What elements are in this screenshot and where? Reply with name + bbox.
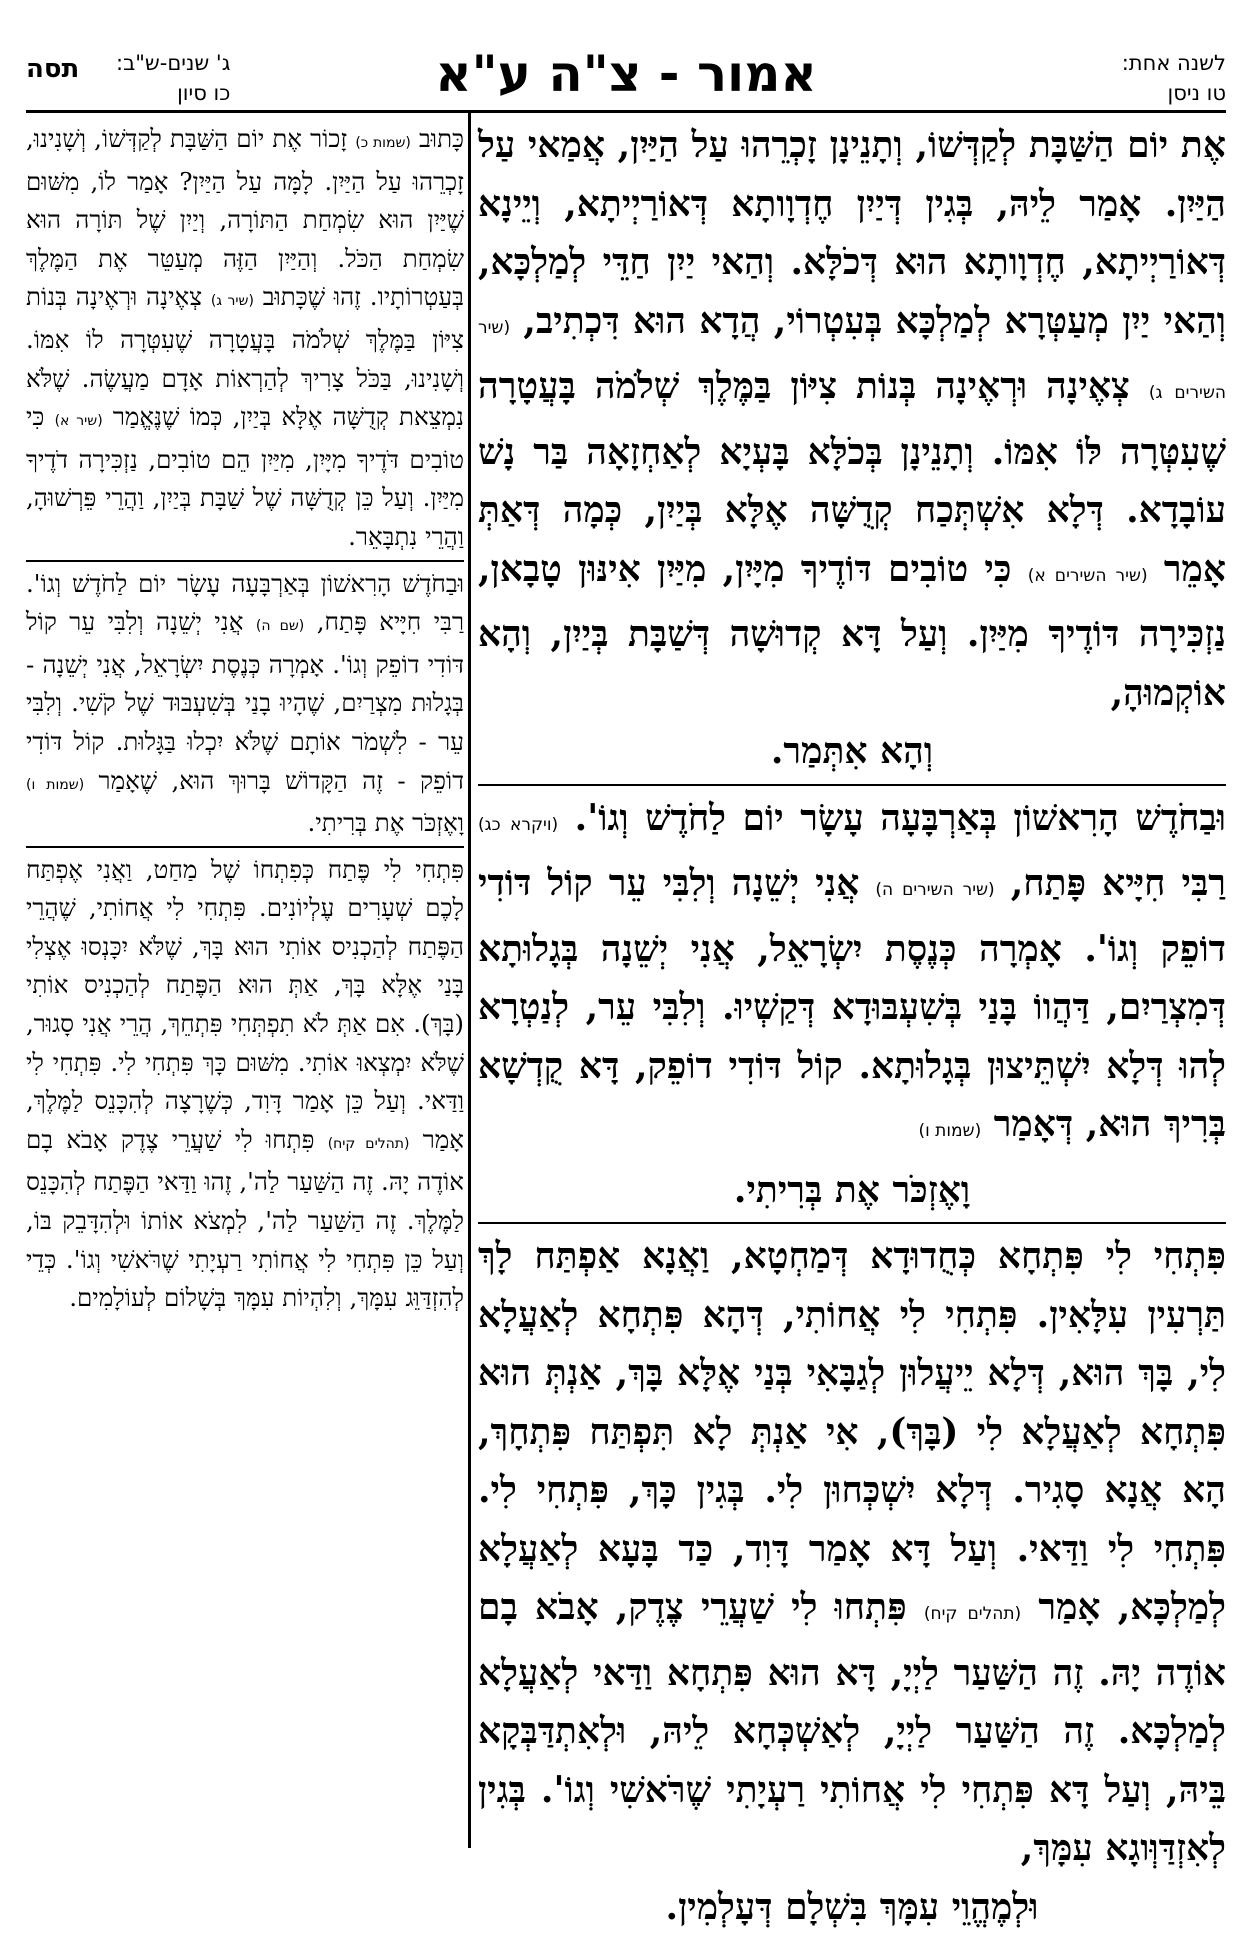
main-p1c-text: כִּי טוֹבִים דּוֹדֶיךָ מִיָּיִן, מִיַּיִן אִינּוּן טָבָאן, נַזְכִּירָה דּוֹדֶיךָ מִיַּיִן. וְעַל דָּא קְדוּשָׁה דְּשַׁבָּת בְּיַיִן, וְהָא אוֹקְמוּהָ, [478, 548, 1226, 714]
side-s3b-text: פִּתְחוּ לִי שַׁעֲרֵי צֶדֶק אָבֹא בָם אוֹדֶה יָהּ. זֶה הַשַּׁעַר לַה', זֶהוּ וַדַּאי הַפֶּתַח לְהִכָּנֵס לַמֶּלֶךְ. זֶה הַשַּׁעַר לַה', לִמְצֹא אוֹתוֹ וּלְהִדָּבֵק בּוֹ, וְעַל כֵּן פִּתְחִי לִי אֲחוֹתִי רַעְיָתִי שֶׁרֹּאשִׁי וְגוֹ'. כְּדֵי לְהִזְדַּוֵּג עִמָּךְ, וְלִהְיוֹת עִמָּךְ בְּשָׁלוֹם לְעוֹלָמִים. [26, 1125, 464, 1312]
paragraph-rule [26, 560, 464, 562]
side-s1a-text: כָּתוּב [419, 124, 464, 153]
side-s1b-ref: (שיר ג) [211, 293, 254, 309]
paragraph-rule [478, 784, 1226, 786]
main-p1-ref: (שיר השירים ג) [478, 318, 1226, 404]
main-paragraph-1 [478, 116, 1226, 722]
main-p2-ref: (ויקרא כג) [478, 815, 558, 835]
main-p2c-ref: (שמות ו) [919, 1121, 982, 1141]
main-p3-ref: (תהלים קיח) [924, 1604, 1021, 1624]
main-paragraph-2-end: וָאֶזְכֹּר אֶת בְּרִיתִי. [478, 1161, 1226, 1220]
header-one-year-label: לשנה אחת: [1122, 48, 1226, 78]
side-paragraph-2 [26, 565, 464, 843]
page-header [26, 48, 1226, 108]
main-p1-text: אֶת יוֹם הַשַּׁבָּת לְקַדְּשׁוֹ, וְתָנֵינָן זָכְרֵהוּ עַל הַיַּיִן, אֲמַאי עַל הַיַּיִן. אָמַר לֵיהּ, בְּגִין דְּיַיִן חֶדְוָותָא דְּאוֹרַיְיתָא, וְיֵינָא דְּאוֹרַיְיתָא, חֶדְוָותָא הוּא דְּכֹלָּא. וְהַאי יַיִן חַדֵּי לְמַלְכָּא, וְהַאי יַיִן מְעַטְּרָא לְמַלְכָּא בְּעִטְרוֹי, הֲדָא הוּא דִּכְתִיב, [478, 124, 1226, 342]
main-p3-text: פִּתְחִי לִי פִּתְחָא כְּחֻדוּדָא דְּמַחְטָא, וַאֲנָא אַפְתַּח לָךְ תַּרְעִין עִלָּאִין. פִּתְחִי לִי אֲחוֹתִי, דְּהָא פִּתְחָא לְאַעֲלָא לִי, בָּךְ הוּא, דְּלָא יֵיעֲלוּן לְגַבָּאִי בְּנַי אֶלָּא בָּךְ, אַנְתְּ הוּא פִּתְחָא לְאַעֲלָא לִי (בָּךְ), אִי אַנְתְּ לָא תִּפְתַּח פִּתְחָךְ, הָא אֲנָא סָגִיר. דְּלָא יִשְׁכְּחוּן לִי. בְּגִין כָּךְ, פִּתְחִי לִי. פִּתְחִי לִי וַדַּאי. וְעַל דָּא אָמַר דָּוִד, כַּד בָּעָא לְאַעֲלָא לְמַלְכָּא, אָמַר [478, 1235, 1226, 1628]
main-p2-text: וּבַחֹדֶשׁ הָרִאשׁוֹן בְּאַרְבָּעָה עָשָׂר יוֹם לַחֹדֶשׁ וְגוֹ'. [575, 797, 1226, 839]
header-three-years-date: כו סיון [116, 78, 230, 108]
side-s1b-text: זָכוֹר אֶת יוֹם הַשַּׁבָּת לְקַדְּשׁוֹ, וְשָׁנִינוּ, זָכְרֵהוּ עַל הַיַּיִן. לָמָּה עַל הַיַּיִן? אָמַר לוֹ, מִשּׁוּם שֶׁיַּיִן הוּא שִׂמְחַת הַתּוֹרָה, וְיַיִן שֶׁל תּוֹרָה הוּא שִׂמְחַת הַכֹּל. וְהַיַּיִן הַזֶּה מְעַטֵּר אֶת הַמֶּלֶךְ בְּעַטְרוֹתָיו. זֶהוּ שֶׁכָּתוּב [26, 124, 464, 311]
side-s2a-text: וּבַחֹדֶשׁ הָרִאשׁוֹן בְּאַרְבָּעָה עָשָׂר יוֹם לַחֹדֶשׁ וְגוֹ'. רַבִּי חִיָּיא פָּתַח, [26, 569, 464, 637]
paragraph-rule [26, 846, 464, 848]
main-p1b-text: צְאֶינָה וּרְאֶינָה בְּנוֹת צִיּוֹן בַּמֶּלֶךְ שְׁלֹמֹה בָּעֲטָרָה שֶׁעִטְּרָה לּוֹ אִמּוֹ. וְתָנֵינָן בְּכֹלָּא בָּעְיָא לְאַחְזָאָה בַּר נָשׁ עוֹבָדָא. דְּלָא אִשְׁתְּכַח קְדֻשָּׁה אֶלָּא בְּיַיִן, כְּמָה דְּאַתְּ אָמֵר [478, 365, 1226, 590]
header-reading-schedule-three-years [116, 48, 230, 108]
main-p2b-ref: (שיר השירים ה) [875, 880, 994, 900]
header-three-years-label: ג' שנים-ש"ב: [116, 48, 230, 78]
main-p2c-text: אֲנִי יְשֵׁנָה וְלִבִּי עֵר קוֹל דּוֹדִי דוֹפֵק וְגוֹ'. אָמְרָה כְּנֶסֶת יִשְׂרָאֵל, אֲנִי יְשֵׁנָה בְּגָלוּתָא דְּמִצְרַיִם, דַּהֲווֹ בָּנַי בְּשִׁעְבּוּדָא דְּקַשְׁיוּ. וְלִבִּי עֵר, לְנַטְרָא לְהוּ דְּלָא יִשְׁתֵּיצוּן בְּגָלוּתָא. קוֹל דּוֹדִי דוֹפֵק, דָּא קֻדְשָׁא בְּרִיךְ הוּא, דְּאָמַר [478, 862, 1226, 1145]
side-s1c-text: צְאֶינָה וּרְאֶינָה בְּנוֹת צִיּוֹן בַּמֶּלֶךְ שְׁלֹמֹה בָּעֲטָרָה שֶׁעִטְּרָה לוֹ אִמּוֹ. וְשָׁנִינוּ, בַּכֹּל צָרִיךְ לְהַרְאוֹת אָדָם מַעֲשֶׂה. שֶׁלֹּא נִמְצֵאת קְדֻשָּׁה אֶלָּא בְּיַיִן, כְּמוֹ שֶׁנֶּאֱמַר [26, 282, 464, 431]
column-divider [468, 113, 471, 1848]
side-s2b-text: אֲנִי יְשֵׁנָה וְלִבִּי עֵר קוֹל דּוֹדִי דוֹפֵק וְגוֹ'. אָמְרָה כְּנֶסֶת יִשְׂרָאֵל, אֲנִי יְשֵׁנָה - בְּגָלוּת מִצְרַיִם, שֶׁהָיוּ בָנַי בְּשִׁעְבּוּד שֶׁל קֹשִׁי. וְלִבִּי עֵר - לִשְׁמֹר אוֹתָם שֶׁלֹּא יִכְלוּ בַּגָּלוּת. קוֹל דּוֹדִי דוֹפֵק - זֶה הַקָּדוֹשׁ בָּרוּךְ הוּא, שֶׁאָמַר [26, 607, 464, 794]
page-number: תסה [26, 54, 79, 84]
translation-column [26, 120, 464, 1318]
paragraph-rule [478, 1222, 1226, 1224]
main-p1b-ref: (שיר השירים א) [1028, 566, 1148, 586]
main-paragraph-1-end: וְהָא אִתְּמַר. [478, 722, 1226, 781]
side-s1a-ref: (שמות כ) [355, 135, 411, 151]
page-title: אמור - צ"ה ע"א [26, 44, 1226, 104]
side-s2c-text: וָאֶזְכֹּר אֶת בְּרִיתִי. [308, 808, 464, 837]
main-paragraph-3-end: וּלְמֶהֱוֵי עִמָּךְ בִּשְׁלָם דְּעָלְמִין. [478, 1878, 1226, 1936]
main-p2b-text: רַבִּי חִיָּיא פָּתַח, [1011, 862, 1226, 904]
side-s1c-ref: (שיר א) [55, 413, 103, 429]
side-paragraph-3 [26, 851, 464, 1318]
main-paragraph-3 [478, 1227, 1226, 1878]
header-rule [26, 110, 1226, 113]
side-paragraph-1 [26, 120, 464, 557]
side-s3a-ref: (תהלים קיח) [328, 1136, 410, 1152]
main-paragraph-2 [478, 789, 1226, 1161]
side-s1d-text: כִּי טוֹבִים דֹּדֶיךָ מִיָּיִן, מִיַּיִן הֵם טוֹבִים, נַזְכִּירָה דֹדֶיךָ מִיַּיִן. וְעַל כֵּן קְדֻשָּׁה שֶׁל שַׁבָּת בְּיַיִן, וַהֲרֵי פֵּרְשׁוּהָ, וַהֲרֵי נִתְבָּאֵר. [26, 402, 464, 551]
side-s2a-ref: (שם ה) [256, 618, 304, 634]
header-one-year-date: טו ניסן [1122, 78, 1226, 108]
main-text-column [478, 116, 1226, 1936]
main-p3b-text: פִּתְחוּ לִי שַׁעֲרֵי צֶדֶק, אָבֹא בָם אוֹדֶה יָהּ. זֶה הַשַּׁעַר לַיְיָ, דָּא הוּא פִּתְחָא וַדַּאי לְאַעֲלָא לְמַלְכָּא. זֶה הַשַּׁעַר לַיְיָ, לְאַשְׁכְּחָא לֵיהּ, וּלְאִתְדַּבְּקָא בֵּיהּ, וְעַל דָּא פִּתְחִי לִי אֲחוֹתִי רַעְיָתִי שֶׁרֹּאשִׁי וְגוֹ'. בְּגִין לְאִזְדַּוְּוגָא עִמָּךְ, [478, 1586, 1226, 1869]
side-s2b-ref: (שמות ו) [26, 777, 84, 793]
side-s3a-text: פִּתְחִי לִי פֶּתַח כְּפִתְחוֹ שֶׁל מַחַט, וַאֲנִי אֶפְתַּח לָכֶם שְׁעָרִים עֶלְיוֹנִים. פִּתְחִי לִי אֲחוֹתִי, שֶׁהֲרֵי הַפֶּתַח לְהַכְנִיס אוֹתִי הוּא בָּךְ, שֶׁלֹּא יִכָּנְסוּ אֶצְלִי בָּנַי אֶלָּא בָּךְ, אַתְּ הוּא הַפֶּתַח לְהַכְנִיס אוֹתִי (בָּךְ). אִם אַתְּ לֹא תִפְתְּחִי פִּתְחֵךְ, הֲרֵי אֲנִי סָגוּר, שֶׁלֹּא יִמְצְאוּ אוֹתִי. מִשּׁוּם כָּךְ פִּתְחִי לִי. פִּתְחִי לִי וַדַּאי. וְעַל כֵּן אָמַר דָּוִד, כְּשֶׁרָצָה לְהִכָּנֵס לַמֶּלֶךְ, אָמַר [26, 855, 464, 1154]
